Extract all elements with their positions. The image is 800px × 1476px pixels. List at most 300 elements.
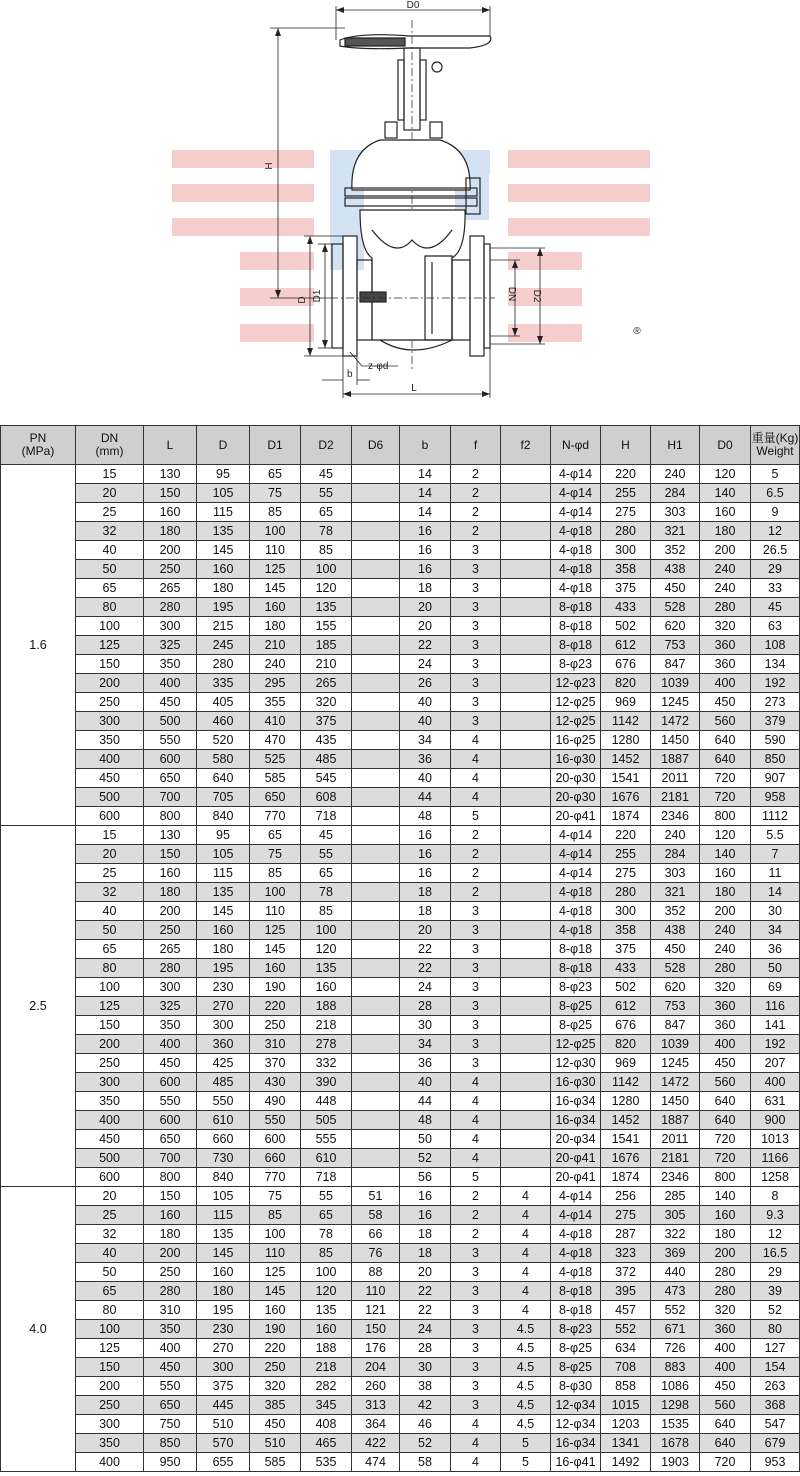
table-cell: 350	[144, 1320, 197, 1339]
table-cell: 3	[451, 1320, 501, 1339]
table-cell: 410	[250, 712, 301, 731]
table-cell: 4	[451, 1092, 501, 1111]
table-cell	[352, 731, 400, 750]
table-cell: 435	[301, 731, 352, 750]
table-cell: 332	[301, 1054, 352, 1073]
table-cell: 52	[400, 1149, 451, 1168]
table-cell: 730	[197, 1149, 250, 1168]
table-cell: 321	[651, 883, 700, 902]
table-cell: 560	[700, 1073, 751, 1092]
table-cell	[501, 978, 551, 997]
table-cell: 320	[700, 1301, 751, 1320]
table-cell: 100	[76, 978, 144, 997]
table-cell: 160	[250, 598, 301, 617]
table-cell: 4	[501, 1244, 551, 1263]
table-cell: 502	[601, 978, 651, 997]
table-cell: 245	[197, 636, 250, 655]
table-cell: 46	[400, 1415, 451, 1434]
table-cell: 200	[76, 1035, 144, 1054]
table-row	[1, 1111, 800, 1130]
table-cell: 379	[751, 712, 800, 731]
table-cell: 4-φ18	[551, 1244, 601, 1263]
table-cell: 160	[144, 864, 197, 883]
table-cell: 5.5	[751, 826, 800, 845]
table-row	[1, 598, 800, 617]
table-cell: 12-φ25	[551, 712, 601, 731]
table-cell: 3	[451, 560, 501, 579]
table-cell: 220	[250, 997, 301, 1016]
table-cell: 907	[751, 769, 800, 788]
table-cell: 275	[601, 503, 651, 522]
table-cell: 100	[250, 1225, 301, 1244]
dim-label-d2: D2	[531, 289, 542, 303]
table-cell: 510	[197, 1415, 250, 1434]
table-cell: 220	[601, 465, 651, 484]
table-cell: 640	[700, 1434, 751, 1453]
table-cell: 150	[144, 845, 197, 864]
table-cell: 3	[451, 541, 501, 560]
table-cell: 358	[601, 921, 651, 940]
table-cell: 20-φ30	[551, 788, 601, 807]
column-header-label: D0	[717, 437, 733, 452]
table-row	[1, 1282, 800, 1301]
table-cell: 250	[144, 1263, 197, 1282]
table-cell: 180	[250, 617, 301, 636]
table-cell: 1280	[601, 731, 651, 750]
table-cell: 300	[76, 712, 144, 731]
table-cell: 770	[250, 807, 301, 826]
table-cell: 4	[451, 1434, 501, 1453]
table-cell: 655	[197, 1453, 250, 1472]
table-cell: 105	[197, 484, 250, 503]
table-cell: 180	[197, 579, 250, 598]
table-cell: 520	[197, 731, 250, 750]
table-cell: 55	[301, 1187, 352, 1206]
dim-label-dn: DN	[506, 286, 517, 302]
table-cell: 42	[400, 1396, 451, 1415]
column-header-label: N-φd	[561, 437, 590, 452]
table-cell: 850	[751, 750, 800, 769]
table-cell: 528	[651, 598, 700, 617]
table-cell: 80	[76, 598, 144, 617]
table-cell: 250	[76, 1054, 144, 1073]
table-cell: 200	[76, 674, 144, 693]
table-cell: 600	[250, 1130, 301, 1149]
table-cell: 8-φ18	[551, 940, 601, 959]
table-cell: 100	[76, 617, 144, 636]
table-cell: 65	[76, 1282, 144, 1301]
column-header-label: f	[473, 437, 478, 452]
table-cell: 275	[601, 1206, 651, 1225]
table-cell: 250	[250, 1016, 301, 1035]
table-cell: 3	[451, 1282, 501, 1301]
table-cell	[352, 522, 400, 541]
table-cell: 395	[601, 1282, 651, 1301]
table-cell: 360	[197, 1035, 250, 1054]
table-cell: 1450	[651, 731, 700, 750]
table-cell: 200	[76, 1377, 144, 1396]
table-cell	[352, 598, 400, 617]
table-cell: 65	[76, 940, 144, 959]
table-cell: 80	[76, 1301, 144, 1320]
table-cell: 300	[76, 1415, 144, 1434]
table-cell: 300	[197, 1016, 250, 1035]
table-cell: 200	[144, 902, 197, 921]
table-cell: 210	[250, 636, 301, 655]
table-cell	[352, 1073, 400, 1092]
table-cell: 800	[700, 1168, 751, 1187]
table-cell: 4-φ14	[551, 826, 601, 845]
table-cell	[352, 465, 400, 484]
table-row	[1, 1168, 800, 1187]
table-cell: 240	[651, 826, 700, 845]
table-cell: 160	[144, 1206, 197, 1225]
table-cell: 130	[144, 826, 197, 845]
table-cell: 200	[700, 541, 751, 560]
table-cell: 360	[700, 997, 751, 1016]
table-cell: 32	[76, 522, 144, 541]
table-cell: 300	[197, 1358, 250, 1377]
table-cell: 240	[700, 560, 751, 579]
table-cell: 145	[197, 1244, 250, 1263]
table-cell	[352, 788, 400, 807]
table-cell: 525	[250, 750, 301, 769]
table-cell: 2346	[651, 807, 700, 826]
table-cell	[352, 1054, 400, 1073]
table-cell: 3	[451, 1301, 501, 1320]
table-cell	[352, 617, 400, 636]
table-cell: 145	[250, 579, 301, 598]
table-cell: 4.5	[501, 1415, 551, 1434]
table-cell: 460	[197, 712, 250, 731]
table-cell	[501, 617, 551, 636]
table-cell: 4-φ14	[551, 465, 601, 484]
table-cell: 207	[751, 1054, 800, 1073]
table-cell: 1166	[751, 1149, 800, 1168]
column-header-label: D	[218, 437, 228, 452]
table-cell: 210	[301, 655, 352, 674]
table-cell	[501, 1016, 551, 1035]
table-cell: 280	[700, 598, 751, 617]
table-cell: 400	[76, 1453, 144, 1472]
table-cell: 14	[400, 503, 451, 522]
table-cell: 250	[250, 1358, 301, 1377]
column-header-label: H1	[667, 437, 683, 452]
table-cell: 16	[400, 864, 451, 883]
table-cell: 185	[301, 636, 352, 655]
table-cell: 22	[400, 1301, 451, 1320]
table-cell: 1450	[651, 1092, 700, 1111]
table-cell: 3	[451, 997, 501, 1016]
table-cell: 150	[352, 1320, 400, 1339]
table-cell: 200	[700, 902, 751, 921]
table-cell: 30	[400, 1358, 451, 1377]
table-cell: 570	[197, 1434, 250, 1453]
table-cell: 4-φ18	[551, 522, 601, 541]
table-cell: 4	[451, 1453, 501, 1472]
table-cell: 12	[751, 1225, 800, 1244]
table-row	[1, 826, 800, 845]
table-cell: 295	[250, 674, 301, 693]
table-cell: 4	[451, 769, 501, 788]
table-cell: 287	[601, 1225, 651, 1244]
table-cell: 29	[751, 560, 800, 579]
table-cell: 433	[601, 598, 651, 617]
table-cell: 8-φ18	[551, 1282, 601, 1301]
table-cell: 34	[400, 1035, 451, 1054]
table-cell: 134	[751, 655, 800, 674]
table-cell: 218	[301, 1016, 352, 1035]
table-cell: 300	[144, 978, 197, 997]
table-cell	[501, 902, 551, 921]
table-cell: 320	[250, 1377, 301, 1396]
table-cell: 180	[144, 883, 197, 902]
table-cell: 195	[197, 1301, 250, 1320]
table-cell: 4-φ14	[551, 484, 601, 503]
table-cell: 2011	[651, 1130, 700, 1149]
table-cell: 50	[400, 1130, 451, 1149]
table-cell: 116	[751, 997, 800, 1016]
table-cell: 640	[700, 1111, 751, 1130]
table-cell: 250	[144, 560, 197, 579]
table-cell: 547	[751, 1415, 800, 1434]
table-cell: 2	[451, 845, 501, 864]
table-cell	[352, 560, 400, 579]
table-cell: 16	[400, 1206, 451, 1225]
table-cell: 676	[601, 655, 651, 674]
table-cell: 65	[250, 826, 301, 845]
table-cell: 192	[751, 674, 800, 693]
table-cell: 160	[301, 978, 352, 997]
table-cell: 12-φ30	[551, 1054, 601, 1073]
table-row	[1, 959, 800, 978]
table-cell: 110	[352, 1282, 400, 1301]
table-cell: 400	[700, 1035, 751, 1054]
table-cell: 8-φ18	[551, 959, 601, 978]
table-row	[1, 655, 800, 674]
table-cell: 450	[250, 1415, 301, 1434]
table-cell: 325	[144, 636, 197, 655]
table-cell: 555	[301, 1130, 352, 1149]
table-cell: 1887	[651, 750, 700, 769]
table-cell	[501, 712, 551, 731]
table-cell: 360	[700, 655, 751, 674]
table-cell	[352, 845, 400, 864]
table-cell: 425	[197, 1054, 250, 1073]
table-cell: 2	[451, 484, 501, 503]
table-cell: 55	[301, 845, 352, 864]
table-cell: 2181	[651, 1149, 700, 1168]
table-cell: 200	[700, 1244, 751, 1263]
table-cell: 4-φ18	[551, 560, 601, 579]
table-cell: 1887	[651, 1111, 700, 1130]
table-cell	[501, 674, 551, 693]
table-cell: 820	[601, 674, 651, 693]
table-cell: 620	[651, 978, 700, 997]
table-cell: 3	[451, 1263, 501, 1282]
table-cell: 280	[700, 1282, 751, 1301]
table-cell: 20-φ34	[551, 1130, 601, 1149]
table-cell: 48	[400, 1111, 451, 1130]
column-header-sublabel: Weight	[756, 444, 794, 458]
table-cell: 263	[751, 1377, 800, 1396]
table-cell: 20	[400, 617, 451, 636]
table-cell: 180	[700, 1225, 751, 1244]
table-cell: 65	[301, 1206, 352, 1225]
table-cell: 969	[601, 693, 651, 712]
table-cell: 215	[197, 617, 250, 636]
table-cell: 445	[197, 1396, 250, 1415]
table-cell: 2	[451, 503, 501, 522]
table-cell: 320	[700, 978, 751, 997]
table-cell: 634	[601, 1339, 651, 1358]
table-cell: 190	[250, 1320, 301, 1339]
table-cell: 1492	[601, 1453, 651, 1472]
table-cell: 140	[700, 845, 751, 864]
table-cell: 176	[352, 1339, 400, 1358]
table-cell: 300	[144, 617, 197, 636]
table-cell: 718	[301, 807, 352, 826]
table-cell: 3	[451, 1054, 501, 1073]
table-cell: 4-φ18	[551, 1263, 601, 1282]
table-cell: 278	[301, 1035, 352, 1054]
table-cell	[352, 883, 400, 902]
table-cell: 135	[197, 883, 250, 902]
table-cell: 4	[501, 1263, 551, 1282]
table-cell	[352, 1016, 400, 1035]
table-cell: 4.5	[501, 1377, 551, 1396]
table-cell: 45	[301, 465, 352, 484]
table-cell: 400	[700, 1339, 751, 1358]
table-cell: 58	[400, 1453, 451, 1472]
table-row	[1, 731, 800, 750]
table-cell: 240	[700, 921, 751, 940]
table-cell: 75	[250, 484, 301, 503]
table-cell: 552	[601, 1320, 651, 1339]
table-cell: 8	[751, 1187, 800, 1206]
table-cell	[352, 750, 400, 769]
table-cell	[501, 560, 551, 579]
table-row	[1, 864, 800, 883]
table-cell: 350	[76, 1434, 144, 1453]
column-header-label: PN	[29, 431, 47, 445]
table-cell: 220	[250, 1339, 301, 1358]
column-header	[651, 426, 700, 465]
table-cell	[501, 1111, 551, 1130]
table-cell: 218	[301, 1358, 352, 1377]
table-cell: 135	[301, 598, 352, 617]
table-cell: 620	[651, 617, 700, 636]
table-cell: 270	[197, 997, 250, 1016]
table-cell: 1452	[601, 1111, 651, 1130]
table-cell	[352, 1130, 400, 1149]
table-cell: 590	[751, 731, 800, 750]
table-cell: 273	[751, 693, 800, 712]
table-cell: 608	[301, 788, 352, 807]
table-cell: 8-φ18	[551, 598, 601, 617]
table-cell: 3	[451, 636, 501, 655]
table-cell: 303	[651, 864, 700, 883]
table-cell: 145	[197, 902, 250, 921]
table-cell: 500	[76, 788, 144, 807]
table-cell: 280	[700, 1263, 751, 1282]
table-cell: 20-φ41	[551, 1149, 601, 1168]
table-cell: 820	[601, 1035, 651, 1054]
table-cell: 800	[144, 807, 197, 826]
column-header	[144, 426, 197, 465]
table-cell: 25	[76, 864, 144, 883]
table-cell: 200	[144, 541, 197, 560]
table-cell: 188	[301, 1339, 352, 1358]
table-cell: 160	[197, 560, 250, 579]
table-row	[1, 1149, 800, 1168]
column-header-sublabel: (mm)	[95, 444, 124, 458]
column-header-label: DN	[100, 431, 119, 445]
table-cell: 350	[76, 1092, 144, 1111]
table-cell	[501, 541, 551, 560]
table-cell	[352, 636, 400, 655]
table-cell: 9.3	[751, 1206, 800, 1225]
table-cell: 1472	[651, 1073, 700, 1092]
table-cell: 265	[301, 674, 352, 693]
table-cell: 600	[144, 1073, 197, 1092]
table-cell: 400	[751, 1073, 800, 1092]
table-cell: 145	[250, 940, 301, 959]
table-cell: 20	[76, 1187, 144, 1206]
table-cell: 250	[144, 921, 197, 940]
table-cell: 800	[700, 807, 751, 826]
pressure-group-label: 2.5	[1, 826, 76, 1187]
table-row	[1, 1263, 800, 1282]
table-cell: 4.5	[501, 1339, 551, 1358]
table-row	[1, 807, 800, 826]
table-cell: 3	[451, 617, 501, 636]
table-cell: 69	[751, 978, 800, 997]
table-cell: 40	[76, 541, 144, 560]
table-cell: 2	[451, 1187, 501, 1206]
table-cell: 160	[197, 921, 250, 940]
table-cell: 8-φ23	[551, 655, 601, 674]
table-cell: 850	[144, 1434, 197, 1453]
table-cell: 450	[700, 693, 751, 712]
column-header	[551, 426, 601, 465]
table-cell: 180	[144, 1225, 197, 1244]
table-cell: 400	[144, 674, 197, 693]
table-row	[1, 940, 800, 959]
table-cell: 240	[250, 655, 301, 674]
table-cell: 1142	[601, 1073, 651, 1092]
table-cell: 4	[451, 750, 501, 769]
table-cell: 2181	[651, 788, 700, 807]
table-cell: 4-φ18	[551, 883, 601, 902]
dim-label-h: H	[264, 162, 275, 170]
table-cell: 22	[400, 959, 451, 978]
table-cell: 50	[76, 560, 144, 579]
table-cell: 1874	[601, 807, 651, 826]
table-cell: 100	[250, 883, 301, 902]
table-cell: 110	[250, 902, 301, 921]
table-cell: 1013	[751, 1130, 800, 1149]
table-cell: 120	[700, 465, 751, 484]
table-cell: 125	[76, 636, 144, 655]
table-cell: 325	[144, 997, 197, 1016]
table-cell	[352, 1035, 400, 1054]
table-cell: 450	[700, 1054, 751, 1073]
table-cell	[501, 579, 551, 598]
table-cell	[352, 674, 400, 693]
table-cell	[352, 940, 400, 959]
table-cell: 220	[601, 826, 651, 845]
